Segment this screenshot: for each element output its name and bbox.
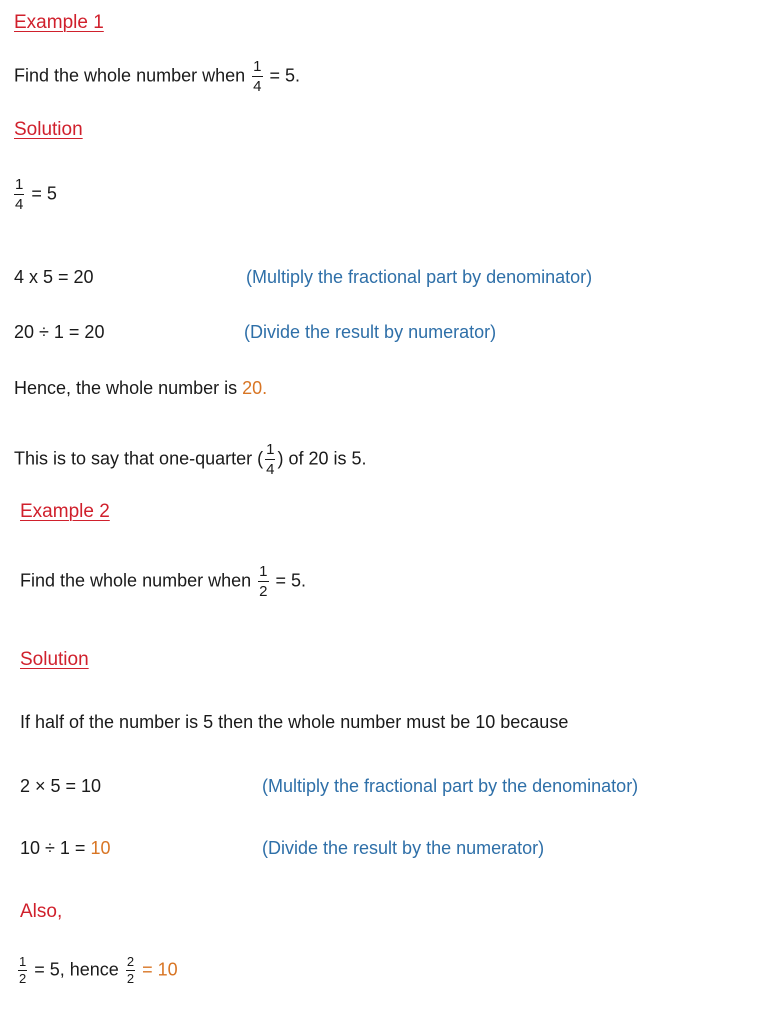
fraction-numerator: 1 [266,441,275,458]
fraction-numerator: 2 [126,954,135,969]
fraction-one-quarter [14,176,24,213]
fraction-numerator: 1 [19,954,27,969]
fraction-one-quarter [252,58,262,95]
fraction-denominator: 4 [266,461,275,478]
example-2-final-equation [16,955,178,986]
step-2-text: 10 ÷ 1 = [20,838,86,858]
question-text: Find the whole number when [20,570,252,591]
example-2-step-1-note: (Multiply the fractional part by the denominator) [262,776,639,796]
question-equals: = 5. [275,570,307,591]
fraction-numerator: 1 [15,176,24,193]
example-2-step-2-note: (Divide the result by the numerator) [262,838,545,858]
conclusion-text: Hence, the whole number is [14,378,238,398]
example-2-heading: Example 2 [20,501,110,522]
example-1-heading: Example 1 [14,12,104,33]
example-2-question [20,563,306,600]
fraction-denominator: 2 [259,583,268,600]
example-1-summary [14,441,367,478]
fraction-denominator: 4 [15,196,24,213]
fraction-one-quarter [265,441,275,478]
question-equals: = 5. [269,65,301,86]
example-1-solution-heading: Solution [14,119,83,140]
fraction-numerator: 1 [259,563,268,580]
example-2-solution-heading: Solution [20,649,89,670]
fraction-denominator: 2 [19,971,27,986]
example-1-equation [12,176,57,213]
example-1-step-2-note: (Divide the result by numerator) [244,322,497,342]
example-2-step-1: 2 × 5 = 10 [20,776,102,796]
example-2-also-label: Also, [20,901,63,922]
final-value: = 10 [142,959,178,980]
example-2-step-2 [20,837,110,859]
summary-text-start: This is to say that one-quarter ( [14,448,264,469]
fraction-denominator: 2 [126,971,135,986]
final-middle-text: = 5, hence [34,959,119,980]
question-text: Find the whole number when [14,65,246,86]
fraction-numerator: 1 [253,58,262,75]
example-1-step-2: 20 ÷ 1 = 20 [14,322,105,342]
fraction-one-half [258,563,268,600]
equation-equals: = 5 [31,183,57,204]
example-1-step-1-note: (Multiply the fractional part by denominator) [246,267,593,287]
fraction-two-halves [126,955,135,986]
summary-text-end: ) of 20 is 5. [277,448,367,469]
example-1-step-1: 4 x 5 = 20 [14,267,94,287]
example-1-conclusion [14,377,267,399]
step-2-value: 10 [90,838,111,858]
example-2-intro: If half of the number is 5 then the whole number must be 10 because [20,712,569,732]
fraction-one-half [18,955,27,986]
conclusion-value: 20. [242,378,268,398]
example-1-question [14,58,300,95]
fraction-denominator: 4 [253,78,262,95]
